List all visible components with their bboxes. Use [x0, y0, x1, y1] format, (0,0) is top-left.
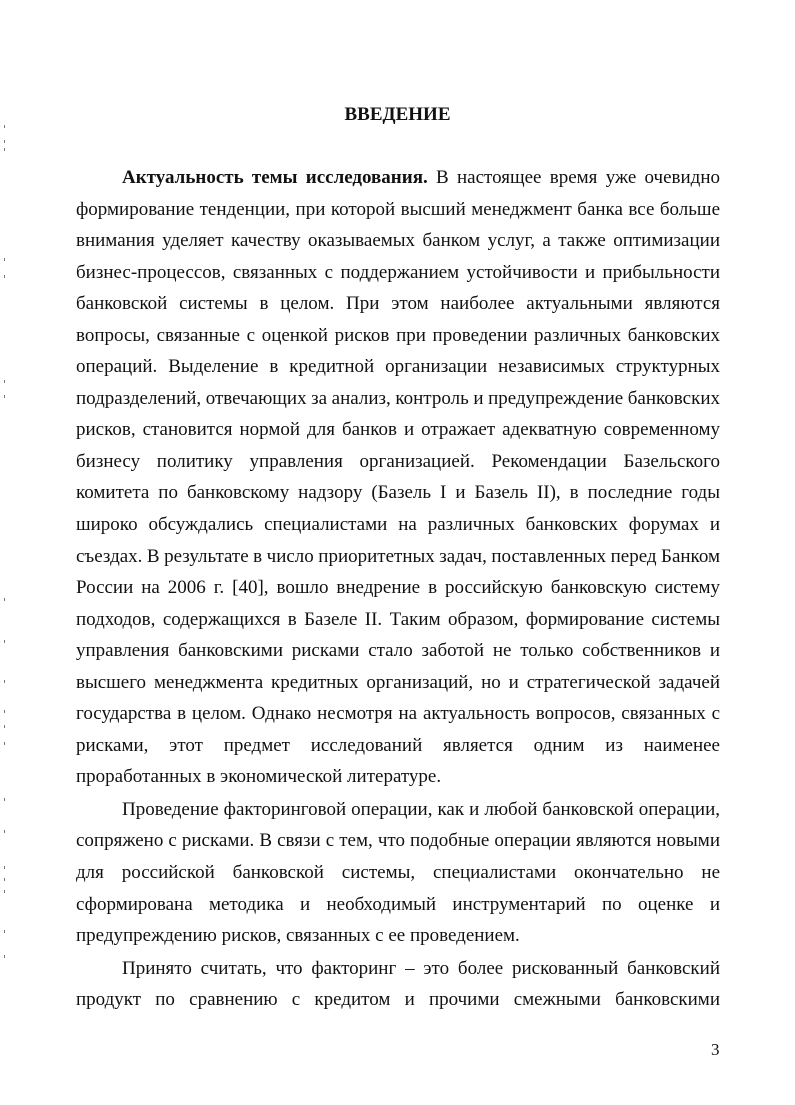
- text-line: [76, 889, 720, 921]
- text-line: [76, 288, 720, 320]
- text-line: [76, 572, 720, 604]
- line-text: управления банковскими рисками стало заботой не только собственников и: [76, 640, 720, 662]
- document-body: [76, 162, 720, 1017]
- page-number: 3: [711, 1040, 720, 1059]
- text-line: [76, 194, 720, 226]
- line-text: формирование тенденции, при которой высший менеджмент банка все больше: [76, 198, 720, 220]
- text-line: [76, 984, 720, 1016]
- scan-artifacts: [4, 0, 14, 1105]
- text-line: [76, 446, 720, 478]
- line-text: продукт по сравнению с кредитом и прочими смежными банковскими: [76, 989, 720, 1011]
- line-text: России на 2006 г. [40], вошло внедрение в российскую банковскую систему: [76, 577, 720, 599]
- text-line: [76, 635, 720, 667]
- line-text: высшего менеджмента кредитных организаций, но и стратегической задачей: [76, 671, 720, 693]
- section-lead: Актуальность темы исследования.: [122, 167, 428, 188]
- text-line: [76, 825, 720, 857]
- line-text: банковской системы в целом. При этом наиболее актуальными являются: [76, 293, 720, 315]
- line-text: широко обсуждались специалистами на различных банковских форумах и: [76, 514, 720, 536]
- text-line: [76, 351, 720, 383]
- paragraph: [76, 953, 720, 1016]
- text-line: [76, 414, 720, 446]
- text-line: [76, 953, 720, 985]
- text-line: [76, 477, 720, 509]
- line-text: подразделений, отвечающих за анализ, контроль и предупреждение банковских: [76, 387, 720, 409]
- line-text: операций. Выделение в кредитной организации независимых структурных: [76, 356, 720, 378]
- paragraph: [76, 162, 720, 793]
- text-line: [76, 920, 720, 952]
- text-line: [76, 794, 720, 826]
- text-line: [76, 383, 720, 415]
- text-line: [76, 509, 720, 541]
- line-text: съездах. В результате в число приоритетных задач, поставленных перед Банком: [76, 545, 720, 567]
- line-text: В настоящее время уже очевидно: [436, 167, 721, 188]
- text-line: [76, 162, 720, 194]
- line-text: бизнес-процессов, связанных с поддержанием устойчивости и прибыльности: [76, 261, 720, 283]
- text-line: [76, 698, 720, 730]
- text-line: [76, 257, 720, 289]
- line-text: сформирована методика и необходимый инструментарий по оценке и: [76, 893, 720, 915]
- text-line: [76, 225, 720, 257]
- line-text: рисками, этот предмет исследований является одним из наименее: [76, 734, 720, 756]
- page-heading: ВВЕДЕНИЕ: [344, 104, 451, 125]
- line-text: подходов, содержащихся в Базеле II. Таким образом, формирование системы: [76, 608, 720, 630]
- text-line: [76, 541, 720, 573]
- text-line: [76, 761, 720, 793]
- text-line: [76, 730, 720, 762]
- line-text: вопросы, связанные с оценкой рисков при проведении различных банковских: [76, 324, 720, 346]
- line-text: бизнесу политику управления организацией. Рекомендации Базельского: [76, 450, 720, 472]
- text-line: [76, 667, 720, 699]
- line-text: для российской банковской системы, специалистами окончательно не: [76, 862, 720, 884]
- text-line: [76, 604, 720, 636]
- line-text: комитета по банковскому надзору (Базель I и Базель II), в последние годы: [76, 482, 720, 504]
- line-text: сопряжено с рисками. В связи с тем, что подобные операции являются новыми: [76, 830, 720, 852]
- line-text: проработанных в экономической литературе.: [76, 766, 442, 788]
- line-text: Принято считать, что факторинг – это более рискованный банковский: [122, 957, 720, 979]
- paragraph: [76, 794, 720, 952]
- line-text: предупреждению рисков, связанных с ее проведением.: [76, 925, 520, 947]
- line-text: внимания уделяет качеству оказываемых банком услуг, а также оптимизации: [76, 230, 720, 252]
- text-line: [76, 320, 720, 352]
- line-text: рисков, становится нормой для банков и отражает адекватную современному: [76, 419, 720, 441]
- text-line: [76, 857, 720, 889]
- line-text: Проведение факторинговой операции, как и любой банковской операции,: [122, 798, 720, 820]
- line-text: государства в целом. Однако несмотря на актуальность вопросов, связанных с: [76, 703, 720, 725]
